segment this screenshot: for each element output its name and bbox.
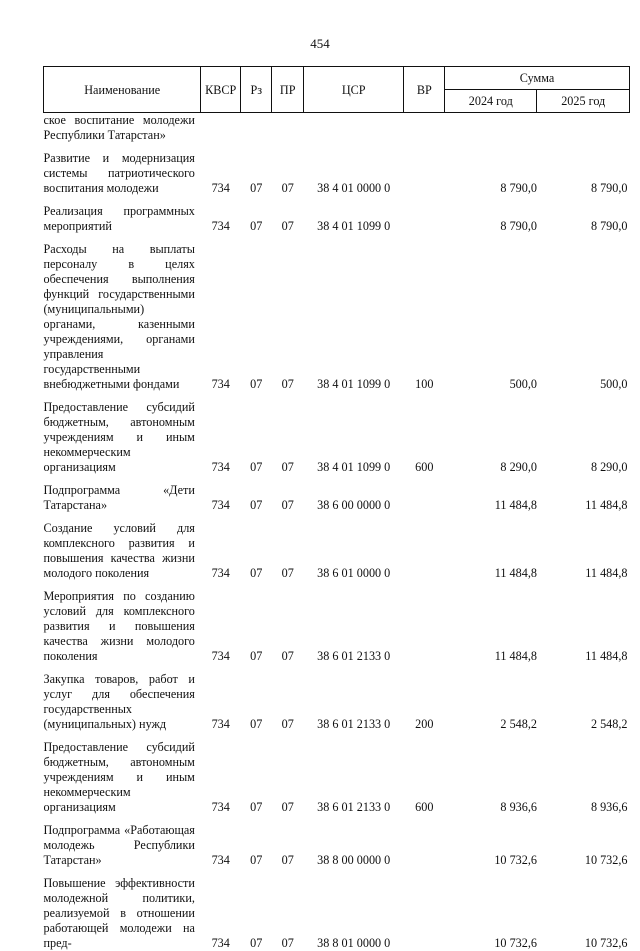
row-vr: [404, 581, 445, 664]
row-name: Закупка товаров, работ и услуг для обеспечения государственных (муниципальных) нужд: [44, 664, 201, 732]
row-csr: 38 4 01 1099 0: [303, 196, 404, 234]
row-sum-2025: 10 732,6: [537, 815, 630, 868]
row-vr: [404, 196, 445, 234]
row-vr: 600: [404, 392, 445, 475]
row-sum-2025: 2 548,2: [537, 664, 630, 732]
row-pr: 07: [272, 581, 303, 664]
table-row: [44, 475, 630, 513]
row-rz: 07: [241, 513, 272, 581]
row-pr: 07: [272, 143, 303, 196]
row-name: Реализация программных мероприятий: [44, 196, 201, 234]
row-name: Подпрограмма «Дети Татарстана»: [44, 475, 201, 513]
row-name: Предоставление субсидий бюджетным, автономным учреждениям и иным некоммерческим организациям: [44, 732, 201, 815]
row-rz: 07: [241, 196, 272, 234]
row-pr: 07: [272, 868, 303, 951]
row-kvsr: 734: [201, 815, 241, 868]
row-csr: 38 6 01 2133 0: [303, 664, 404, 732]
header-rz: Рз: [241, 67, 272, 113]
row-kvsr: 734: [201, 475, 241, 513]
table-row: [44, 581, 630, 664]
row-name: Создание условий для комплексного развития и повышения качества жизни молодого поколения: [44, 513, 201, 581]
row-name: Расходы на выплаты персоналу в целях обеспечения выполнения функций государственными (муниципальными) органами, казенными учреждениями, органами управления государственными внебюджетными фондами: [44, 234, 201, 392]
row-rz: [241, 113, 272, 144]
row-sum-2025: 11 484,8: [537, 581, 630, 664]
header-year-2024: 2024 год: [445, 90, 537, 113]
row-sum-2025: 11 484,8: [537, 513, 630, 581]
table-header: [44, 67, 630, 113]
row-sum-2024: 500,0: [445, 234, 537, 392]
row-vr: [404, 513, 445, 581]
table-row: [44, 868, 630, 951]
row-sum-2025: 8 290,0: [537, 392, 630, 475]
row-pr: 07: [272, 732, 303, 815]
row-pr: 07: [272, 392, 303, 475]
row-vr: [404, 475, 445, 513]
row-rz: 07: [241, 475, 272, 513]
row-vr: [404, 868, 445, 951]
row-rz: 07: [241, 234, 272, 392]
row-rz: 07: [241, 143, 272, 196]
row-csr: 38 4 01 0000 0: [303, 143, 404, 196]
row-vr: 600: [404, 732, 445, 815]
table-row: [44, 113, 630, 144]
row-sum-2024: 11 484,8: [445, 475, 537, 513]
table-row: [44, 513, 630, 581]
row-sum-2024: 8 290,0: [445, 392, 537, 475]
row-sum-2024: 8 936,6: [445, 732, 537, 815]
row-kvsr: 734: [201, 732, 241, 815]
row-sum-2025: [537, 113, 630, 144]
row-csr: 38 8 00 0000 0: [303, 815, 404, 868]
row-name: Развитие и модернизация системы патриотического воспитания молодежи: [44, 143, 201, 196]
row-sum-2025: 8 790,0: [537, 196, 630, 234]
row-kvsr: [201, 113, 241, 144]
row-rz: 07: [241, 392, 272, 475]
row-vr: 100: [404, 234, 445, 392]
row-vr: [404, 113, 445, 144]
row-sum-2025: 500,0: [537, 234, 630, 392]
row-pr: 07: [272, 234, 303, 392]
table-row: [44, 815, 630, 868]
page-number: 454: [0, 36, 640, 52]
row-pr: [272, 113, 303, 144]
row-kvsr: 734: [201, 234, 241, 392]
row-sum-2025: 8 936,6: [537, 732, 630, 815]
row-rz: 07: [241, 815, 272, 868]
row-kvsr: 734: [201, 664, 241, 732]
row-sum-2024: 2 548,2: [445, 664, 537, 732]
row-csr: 38 6 00 0000 0: [303, 475, 404, 513]
row-name: Предоставление субсидий бюджетным, автономным учреждениям и иным некоммерческим организациям: [44, 392, 201, 475]
row-pr: 07: [272, 664, 303, 732]
row-rz: 07: [241, 732, 272, 815]
row-sum-2024: 8 790,0: [445, 143, 537, 196]
row-kvsr: 734: [201, 868, 241, 951]
row-kvsr: 734: [201, 196, 241, 234]
header-name: Наименование: [44, 67, 201, 113]
row-sum-2025: 11 484,8: [537, 475, 630, 513]
row-sum-2024: 8 790,0: [445, 196, 537, 234]
header-kvsr: КВСР: [201, 67, 241, 113]
row-csr: 38 8 01 0000 0: [303, 868, 404, 951]
header-pr: ПР: [272, 67, 303, 113]
table-row: [44, 234, 630, 392]
row-vr: [404, 143, 445, 196]
row-csr: 38 6 01 0000 0: [303, 513, 404, 581]
row-kvsr: 734: [201, 513, 241, 581]
row-rz: 07: [241, 664, 272, 732]
row-pr: 07: [272, 513, 303, 581]
row-vr: [404, 815, 445, 868]
row-csr: 38 4 01 1099 0: [303, 234, 404, 392]
row-csr: 38 6 01 2133 0: [303, 581, 404, 664]
table-row: [44, 664, 630, 732]
table-body: [44, 113, 630, 951]
header-sum: Сумма: [445, 67, 630, 90]
row-sum-2024: 11 484,8: [445, 581, 537, 664]
row-pr: 07: [272, 475, 303, 513]
budget-table: [43, 66, 630, 951]
row-rz: 07: [241, 868, 272, 951]
row-sum-2025: 10 732,6: [537, 868, 630, 951]
row-name: ское воспитание молодежи Республики Татарстан»: [44, 113, 201, 144]
row-sum-2024: 10 732,6: [445, 815, 537, 868]
row-csr: 38 6 01 2133 0: [303, 732, 404, 815]
row-kvsr: 734: [201, 392, 241, 475]
row-pr: 07: [272, 196, 303, 234]
row-name: Подпрограмма «Работающая молодежь Республики Татарстан»: [44, 815, 201, 868]
header-vr: ВР: [404, 67, 445, 113]
row-sum-2024: 10 732,6: [445, 868, 537, 951]
row-name: Мероприятия по созданию условий для комплексного развития и повышения качества жизни молодого поколения: [44, 581, 201, 664]
row-sum-2024: 11 484,8: [445, 513, 537, 581]
row-rz: 07: [241, 581, 272, 664]
row-sum-2024: [445, 113, 537, 144]
row-name: Повышение эффективности молодежной политики, реализуемой в отношении работающей молодежи на пред-: [44, 868, 201, 951]
row-sum-2025: 8 790,0: [537, 143, 630, 196]
row-vr: 200: [404, 664, 445, 732]
row-kvsr: 734: [201, 581, 241, 664]
header-csr: ЦСР: [303, 67, 404, 113]
row-csr: 38 4 01 1099 0: [303, 392, 404, 475]
table-row: [44, 196, 630, 234]
row-pr: 07: [272, 815, 303, 868]
row-csr: [303, 113, 404, 144]
header-year-2025: 2025 год: [537, 90, 630, 113]
table-row: [44, 732, 630, 815]
table-row: [44, 143, 630, 196]
table-row: [44, 392, 630, 475]
row-kvsr: 734: [201, 143, 241, 196]
